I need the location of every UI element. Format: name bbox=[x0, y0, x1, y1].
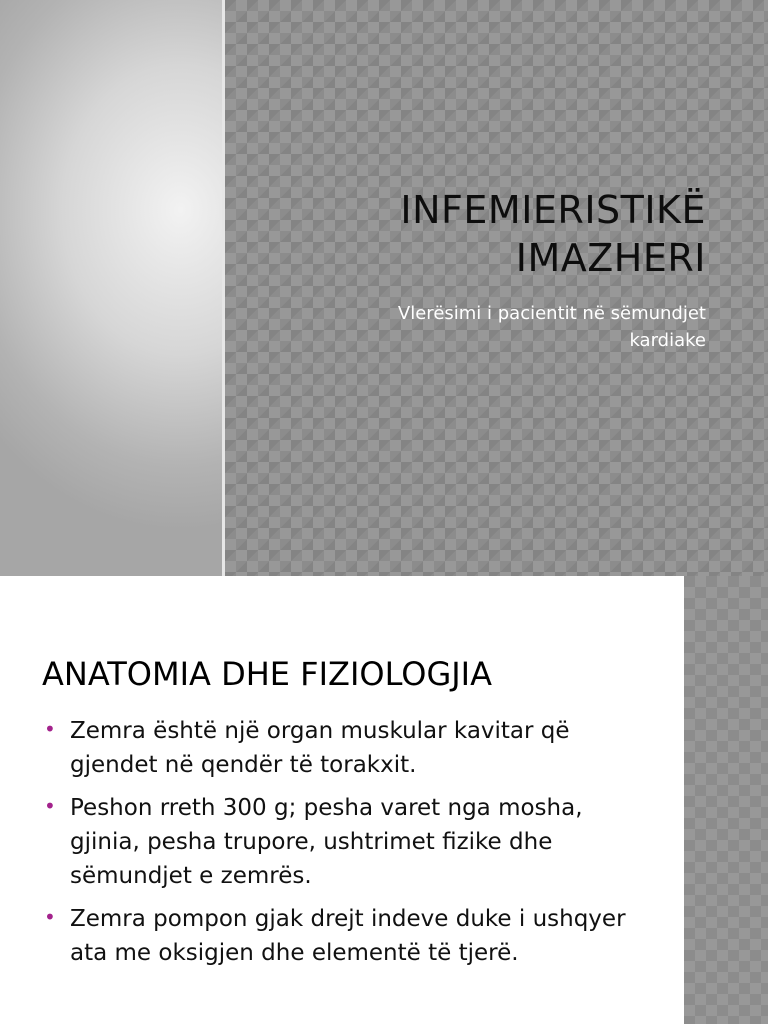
content-slide bbox=[0, 576, 768, 1024]
slide-title-line-2: IMAZHERI bbox=[515, 236, 706, 280]
slide-subtitle-line-2: kardiake bbox=[629, 330, 706, 351]
bullet-dot-icon: • bbox=[44, 905, 56, 929]
slide-pattern-strip bbox=[684, 576, 768, 1024]
bullet-dot-icon: • bbox=[44, 717, 56, 741]
slide-subtitle-line-1: Vlerësimi i pacientit në sëmundjet bbox=[397, 303, 706, 324]
list-item bbox=[42, 714, 632, 782]
bullet-list bbox=[42, 714, 632, 979]
slide-title-line-1: INFEMIERISTIKË bbox=[400, 188, 706, 232]
list-item bbox=[42, 902, 632, 970]
bullet-dot-icon: • bbox=[44, 794, 56, 818]
list-item-text: Zemra pompon gjak drejt indeve duke i ushqyer ata me oksigjen dhe elementë të tjerë. bbox=[70, 906, 626, 966]
list-item-text: Zemra është një organ muskular kavitar që gjendet në qendër të torakxit. bbox=[70, 718, 570, 778]
list-item-text: Peshon rreth 300 g; pesha varet nga mosha, gjinia, pesha trupore, ushtrimet fizike dhe sëmundjet e zemrës. bbox=[70, 795, 583, 889]
slide-title bbox=[246, 186, 706, 282]
list-item bbox=[42, 791, 632, 893]
content-slide-title: ANATOMIA DHE FIZIOLOGJIA bbox=[42, 655, 492, 693]
slide-left-gradient-panel bbox=[0, 0, 222, 576]
slide-subtitle bbox=[246, 300, 706, 354]
slide-pattern-panel bbox=[225, 0, 768, 576]
